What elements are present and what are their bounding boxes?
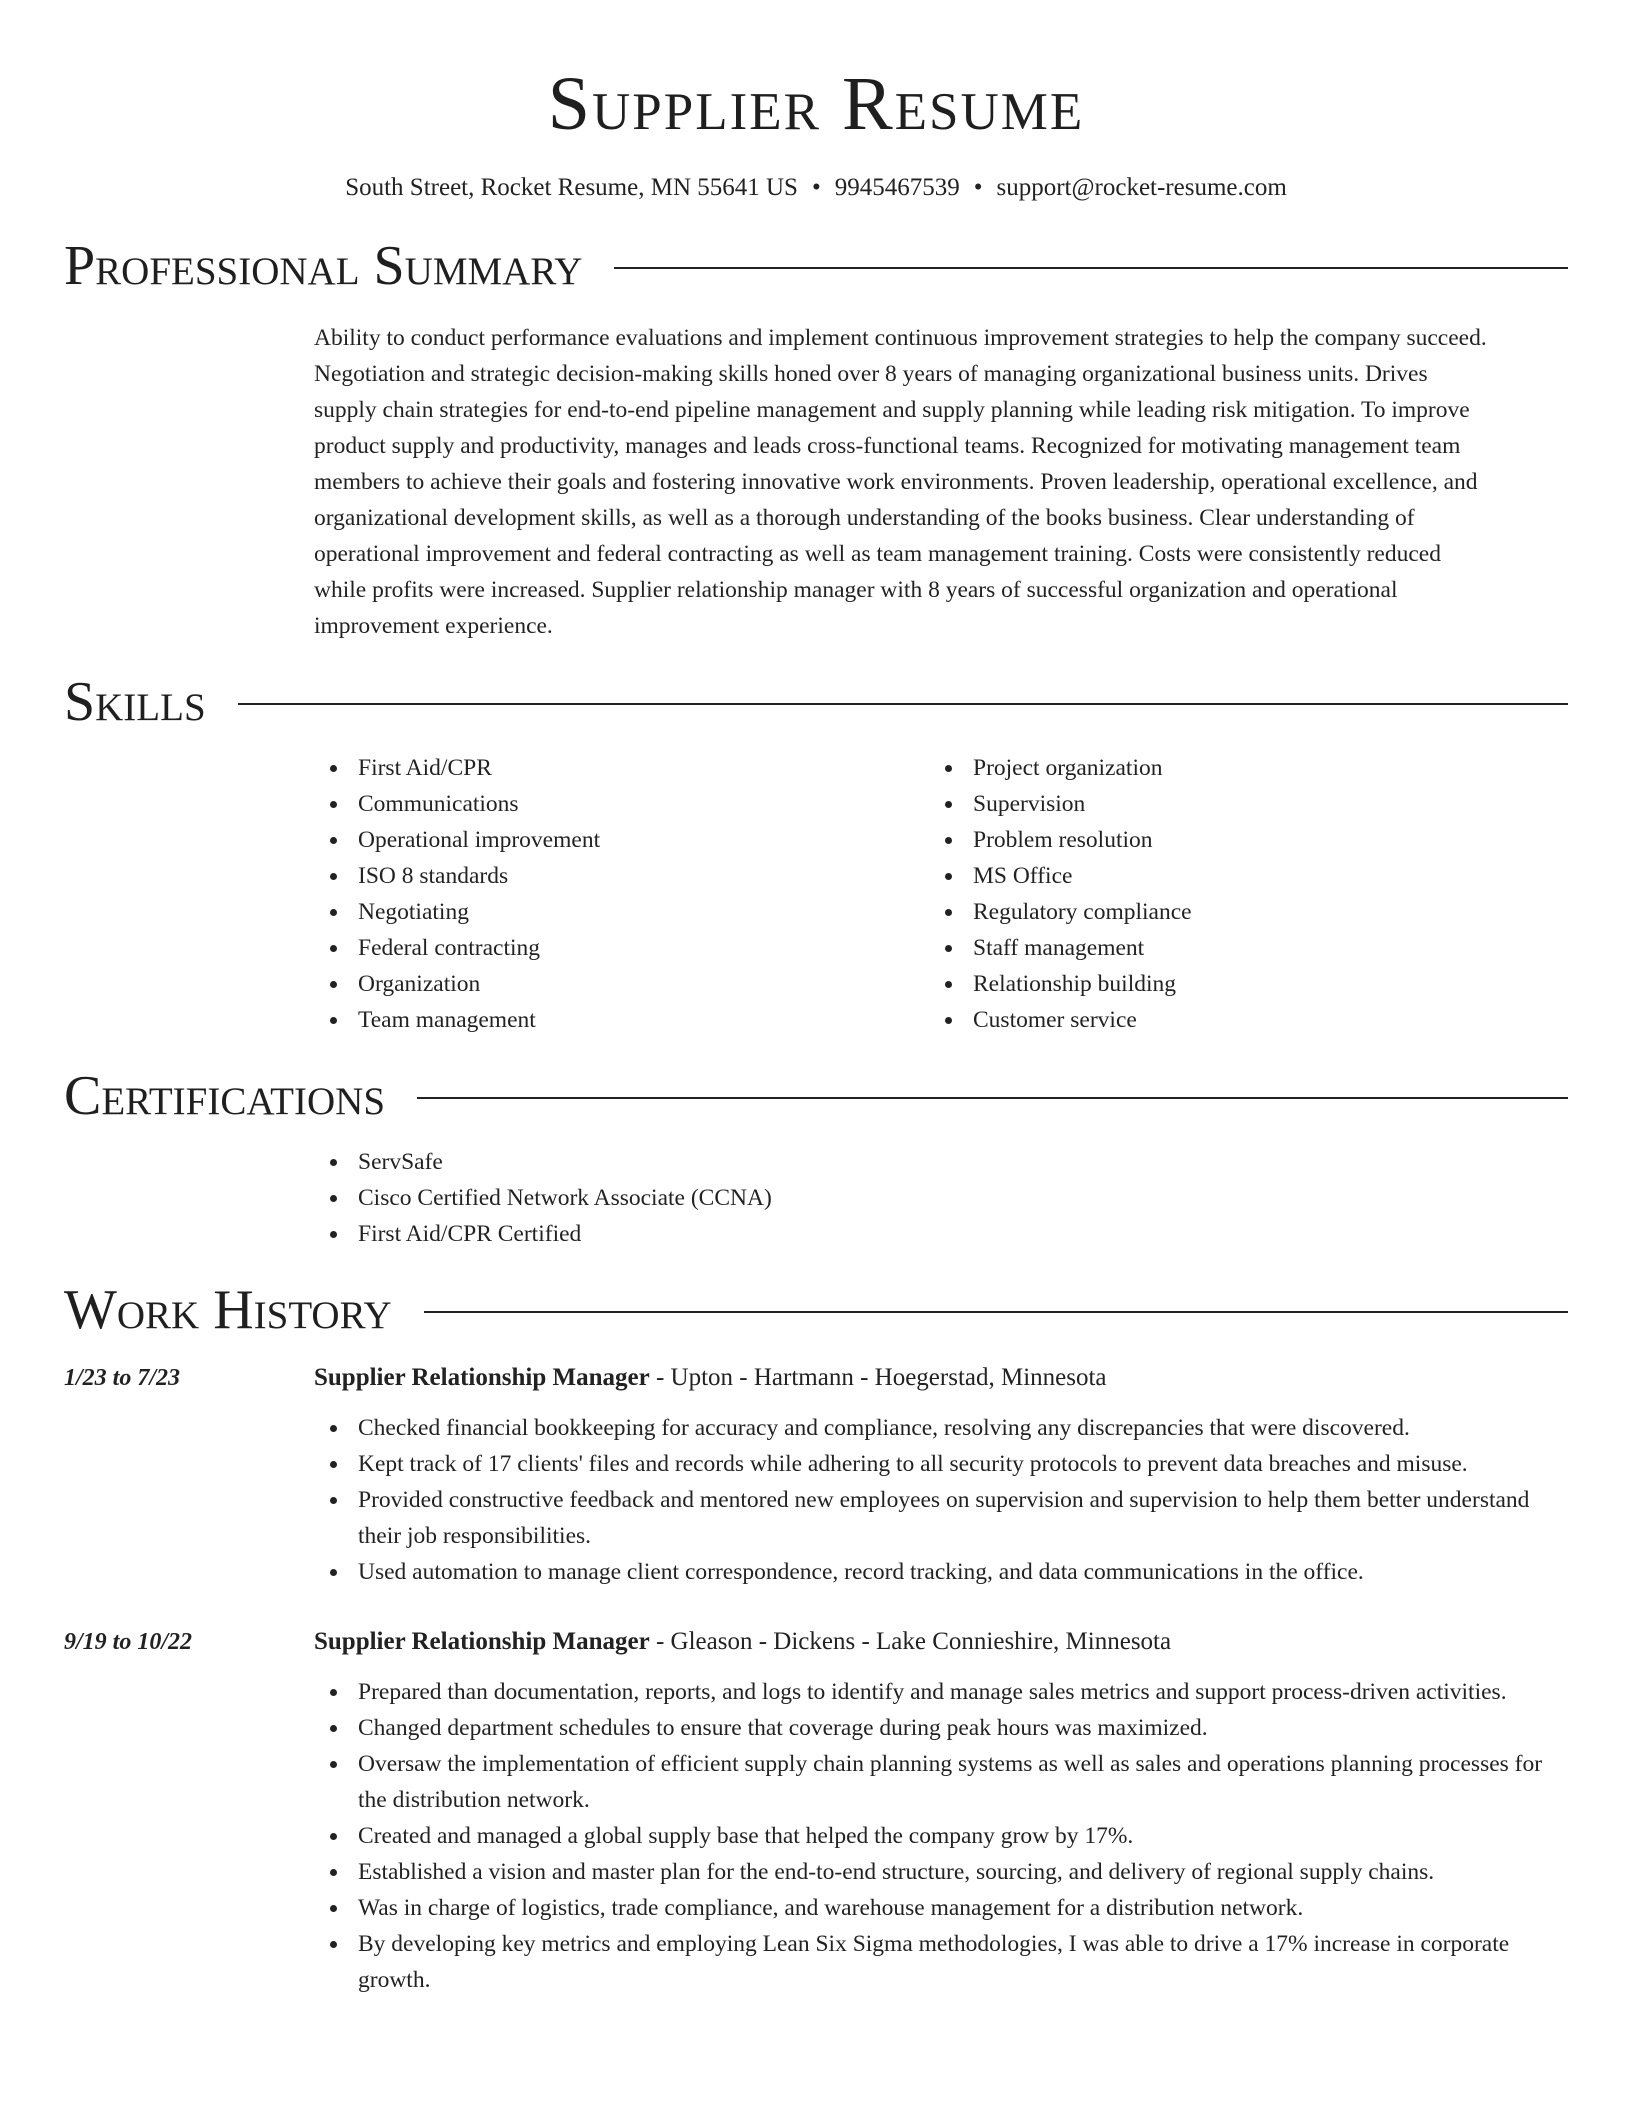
skill-item: Organization (314, 966, 929, 1002)
job-duty-item: Changed department schedules to ensure that coverage during peak hours was maximized. (314, 1710, 1568, 1746)
contact-separator: • (973, 174, 983, 201)
job-duty-item: Established a vision and master plan for the end-to-end structure, sourcing, and delivery of regional supply chains. (314, 1854, 1568, 1890)
skill-item: Federal contracting (314, 930, 929, 966)
skills-column-right (929, 750, 1544, 1038)
certification-item: Cisco Certified Network Associate (CCNA) (314, 1180, 1568, 1216)
resume-title: Supplier Resume (547, 62, 1085, 146)
skill-item: Problem resolution (929, 822, 1544, 858)
skill-item: Supervision (929, 786, 1544, 822)
summary-line: Ability to conduct performance evaluations and implement continuous improvement strategies to help the company succeed. (314, 325, 1487, 351)
job-duty-item: Prepared than documentation, reports, and logs to identify and manage sales metrics and support process-driven activities. (314, 1674, 1568, 1710)
skill-item: Customer service (929, 1002, 1544, 1038)
job-duty-item: Provided constructive feedback and mentored new employees on supervision and supervision to help them better understand their job responsibilities. (314, 1482, 1568, 1554)
job-entry (64, 1360, 1568, 1590)
summary-line: improvement experience. (314, 613, 553, 639)
contact-address: South Street, Rocket Resume, MN 55641 US (345, 174, 798, 201)
section-professional-summary (64, 236, 1568, 296)
job-role: Supplier Relationship Manager (314, 1364, 650, 1391)
skills-column-left (314, 750, 929, 1038)
resume-page (64, 0, 1568, 1998)
contact-line (64, 172, 1568, 204)
skill-item: Staff management (929, 930, 1544, 966)
skills-list (314, 750, 1568, 1038)
certification-item: ServSafe (314, 1144, 1568, 1180)
certification-item: First Aid/CPR Certified (314, 1216, 1568, 1252)
summary-line: operational improvement and federal contracting as well as team management training. Costs were consistently reduced (314, 541, 1441, 567)
job-heading (314, 1360, 1568, 1396)
section-divider (417, 1097, 1568, 1099)
section-divider (424, 1311, 1568, 1313)
skill-item: Operational improvement (314, 822, 929, 858)
certifications-bullets (314, 1144, 1568, 1252)
job-dates: 1/23 to 7/23 (64, 1365, 181, 1391)
job-role: Supplier Relationship Manager (314, 1628, 650, 1655)
job-duties (314, 1410, 1568, 1590)
skill-item: Negotiating (314, 894, 929, 930)
job-employer: - Gleason - Dickens - Lake Connieshire, Minnesota (649, 1628, 1172, 1655)
section-divider (238, 703, 1568, 705)
job-duty-item: Oversaw the implementation of efficient supply chain planning systems as well as sales and operations planning processes for the distribution network. (314, 1746, 1568, 1818)
summary-line: product supply and productivity, manages and leads cross-functional teams. Recognized for motivating management team (314, 433, 1461, 459)
section-title: Certifications (64, 1065, 386, 1127)
section-title: Skills (64, 671, 206, 733)
summary-line: members to achieve their goals and fostering innovative work environments. Proven leadership, operational excellence, and (314, 469, 1478, 495)
summary-line: Negotiation and strategic decision-making skills honed over 8 years of managing organizational business units. Drives (314, 361, 1428, 387)
job-dates: 9/19 to 10/22 (64, 1629, 193, 1655)
summary-text (314, 320, 1568, 644)
skill-item: Relationship building (929, 966, 1544, 1002)
skill-item: Communications (314, 786, 929, 822)
job-body (314, 1360, 1568, 1590)
section-work-history (64, 1280, 1568, 1340)
skill-item: Regulatory compliance (929, 894, 1544, 930)
contact-separator: • (811, 174, 821, 201)
job-employer: - Upton - Hartmann - Hoegerstad, Minnesota (649, 1364, 1107, 1391)
certifications-list (314, 1144, 1568, 1252)
contact-email[interactable]: support@rocket-resume.com (996, 174, 1287, 201)
job-duty-item: Checked financial bookkeeping for accuracy and compliance, resolving any discrepancies that were discovered. (314, 1410, 1568, 1446)
section-title: Professional Summary (64, 235, 583, 297)
job-entry (64, 1624, 1568, 1998)
job-duties (314, 1674, 1568, 1998)
section-title: Work History (64, 1279, 392, 1341)
summary-line: while profits were increased. Supplier relationship manager with 8 years of successful organization and operational (314, 577, 1398, 603)
summary-line: organizational development skills, as well as a thorough understanding of the books business. Clear understanding of (314, 505, 1415, 531)
section-divider (614, 267, 1568, 269)
section-certifications (64, 1066, 1568, 1126)
skill-item: First Aid/CPR (314, 750, 929, 786)
job-heading (314, 1624, 1568, 1660)
contact-phone: 9945467539 (834, 174, 960, 201)
job-duty-item: Was in charge of logistics, trade compliance, and warehouse management for a distribution network. (314, 1890, 1568, 1926)
job-duty-item: Kept track of 17 clients' files and records while adhering to all security protocols to prevent data breaches and misuse. (314, 1446, 1568, 1482)
skill-item: MS Office (929, 858, 1544, 894)
summary-line: supply chain strategies for end-to-end pipeline management and supply planning while leading risk mitigation. To improve (314, 397, 1470, 423)
job-body (314, 1624, 1568, 1998)
job-duty-item: By developing key metrics and employing Lean Six Sigma methodologies, I was able to drive a 17% increase in corporate growth. (314, 1926, 1568, 1998)
skill-item: Project organization (929, 750, 1544, 786)
job-duty-item: Created and managed a global supply base that helped the company grow by 17%. (314, 1818, 1568, 1854)
job-duty-item: Used automation to manage client correspondence, record tracking, and data communications in the office. (314, 1554, 1568, 1590)
skill-item: Team management (314, 1002, 929, 1038)
skill-item: ISO 8 standards (314, 858, 929, 894)
section-skills (64, 672, 1568, 732)
